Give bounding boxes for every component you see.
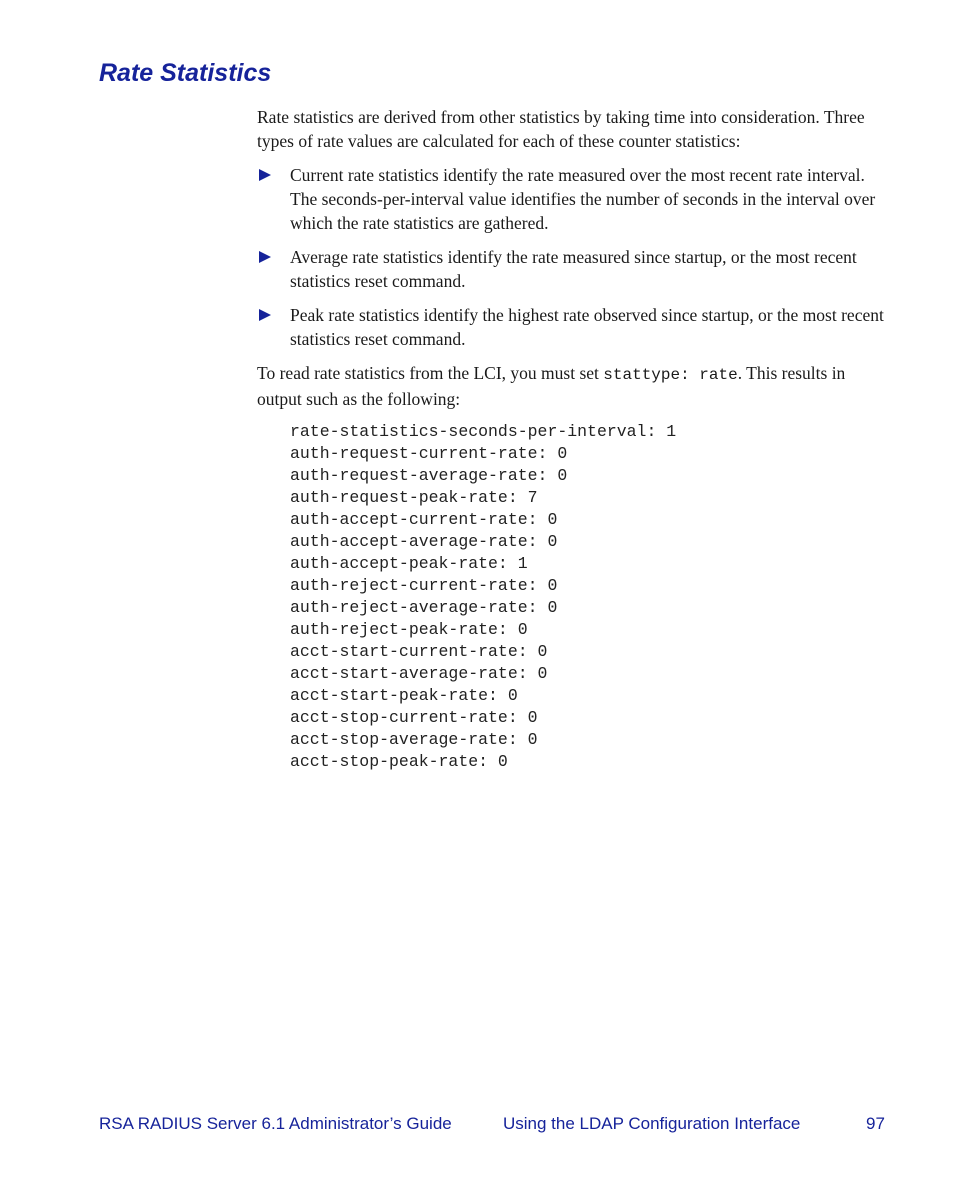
intro-paragraph: Rate statistics are derived from other statistics by taking time into consideration. Three types of rate values are calculated for each of these counter statistics: — [257, 107, 865, 151]
section-heading: Rate Statistics — [99, 59, 272, 87]
stattype-inline-code: stattype: rate — [603, 366, 738, 384]
triangle-bullet-icon — [259, 169, 271, 181]
code-line: rate-statistics-seconds-per-interval: 1 — [290, 422, 677, 441]
code-line: acct-stop-current-rate: 0 — [290, 708, 538, 727]
bullet-text: Current rate statistics identify the rate measured over the most recent rate interval. The seconds-per-interval value identifies the number of seconds in the interval over which the rate statistics are gathered. — [290, 165, 876, 233]
lci-text-before: To read rate statistics from the LCI, you must set — [257, 363, 604, 383]
bullet-average-rate — [257, 245, 893, 293]
bullet-peak-rate — [257, 303, 893, 351]
sample-output-code-block — [257, 421, 893, 773]
code-line: acct-start-average-rate: 0 — [290, 664, 548, 683]
footer-chapter-title: Using the LDAP Configuration Interface — [503, 1114, 801, 1133]
footer-page-number: 97 — [866, 1114, 885, 1133]
code-line: auth-reject-peak-rate: 0 — [290, 620, 528, 639]
rate-types-list — [257, 163, 893, 351]
code-line: auth-accept-peak-rate: 1 — [290, 554, 528, 573]
code-line: auth-reject-average-rate: 0 — [290, 598, 558, 617]
body-content — [257, 105, 893, 773]
footer-book-title: RSA RADIUS Server 6.1 Administrator’s Guide — [99, 1114, 452, 1133]
code-line: auth-accept-current-rate: 0 — [290, 510, 558, 529]
code-line: auth-request-average-rate: 0 — [290, 466, 568, 485]
bullet-text: Average rate statistics identify the rate measured since startup, or the most recent statistics reset command. — [290, 247, 857, 291]
code-line: auth-accept-average-rate: 0 — [290, 532, 558, 551]
code-line: auth-request-current-rate: 0 — [290, 444, 568, 463]
code-line: auth-reject-current-rate: 0 — [290, 576, 558, 595]
triangle-bullet-icon — [259, 251, 271, 263]
code-line: auth-request-peak-rate: 7 — [290, 488, 538, 507]
triangle-bullet-icon — [259, 309, 271, 321]
bullet-current-rate — [257, 163, 893, 235]
code-line: acct-stop-peak-rate: 0 — [290, 752, 508, 771]
bullet-text: Peak rate statistics identify the highest rate observed since startup, or the most recent statistics reset command. — [290, 305, 884, 349]
lci-paragraph — [257, 361, 893, 411]
code-line: acct-stop-average-rate: 0 — [290, 730, 538, 749]
lci-text-after: . This results in output such as the following: — [257, 363, 846, 409]
code-line: acct-start-current-rate: 0 — [290, 642, 548, 661]
code-line: acct-start-peak-rate: 0 — [290, 686, 518, 705]
